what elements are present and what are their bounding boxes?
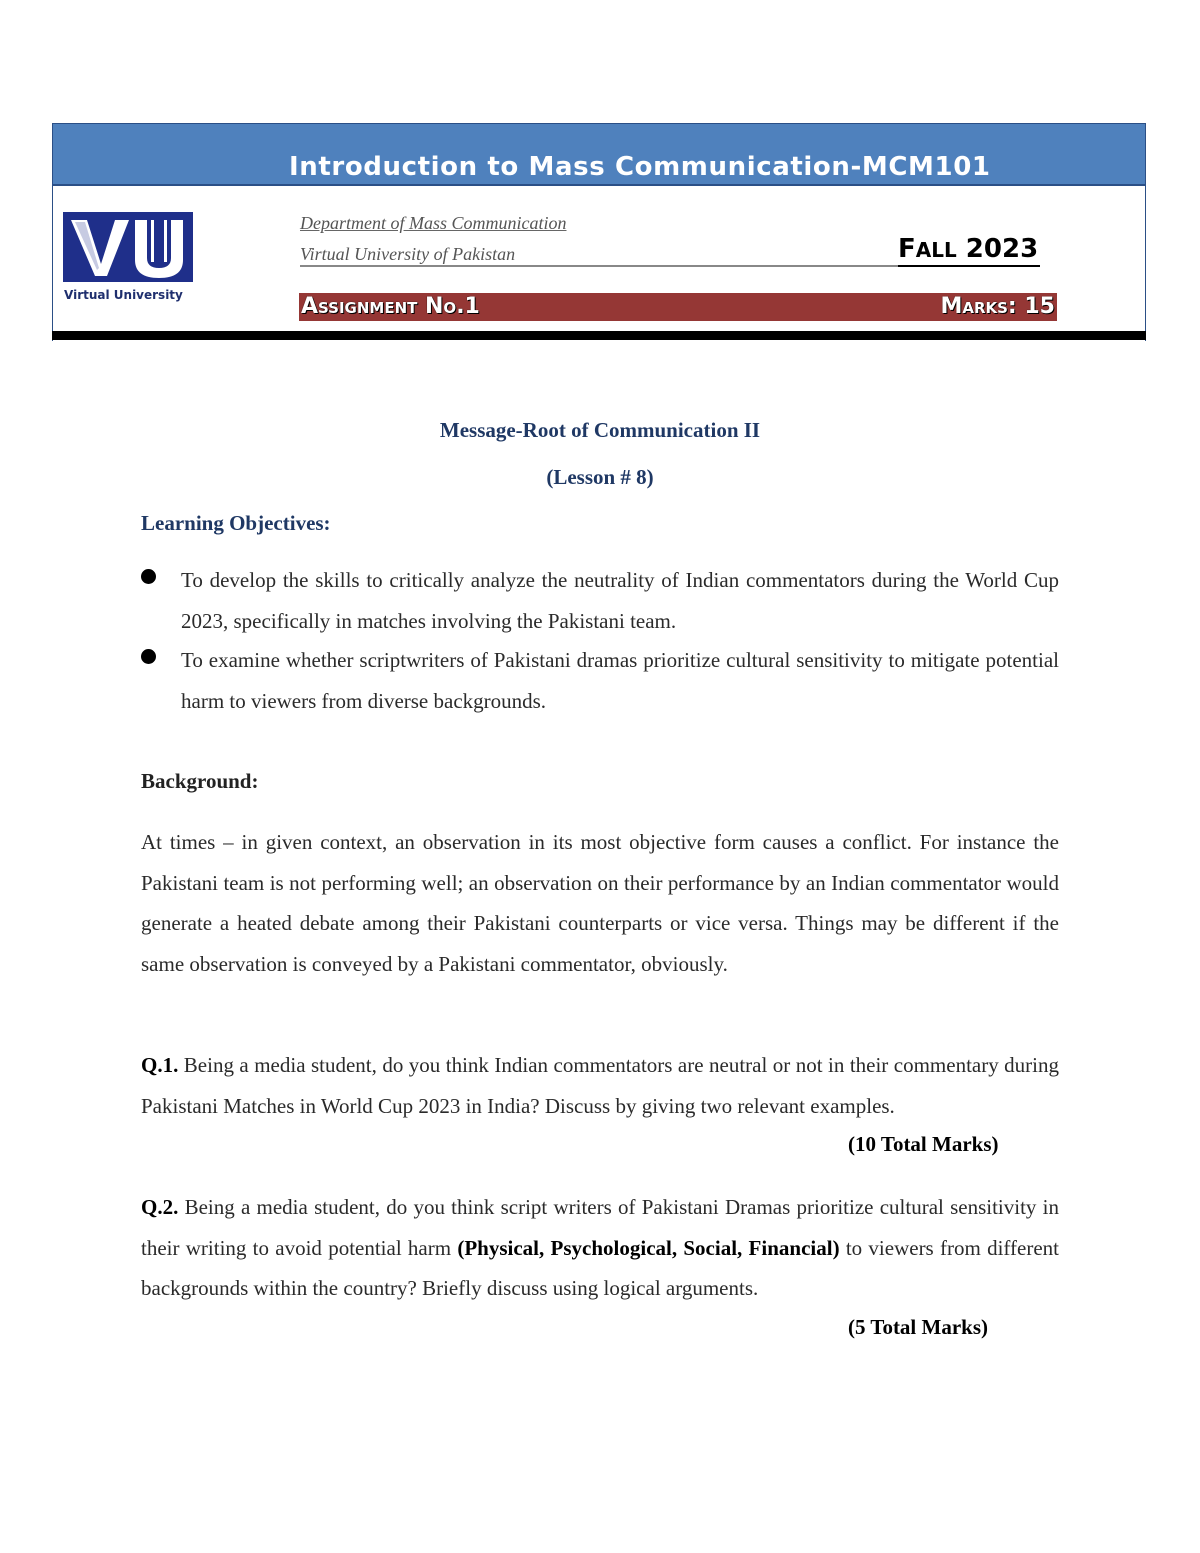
semester-rest: ALL (915, 238, 957, 262)
bullet-icon (141, 569, 156, 584)
question-2-text-end: to viewers from different backgrounds within the country? Briefly discuss using logical arguments. (141, 1235, 1059, 1300)
background-paragraph: At times – in given context, an observation in its most objective form causes a conflict. For instance the Pakistani team is not performing well; an observation on their performance by an Indian commentator would generate a heated debate among their Pakistani counterparts or vice versa. Things may be different if the same observation is conveyed by a Pakistani commentator, obviously. (141, 830, 1059, 976)
department-name: Department of Mass Communication (300, 213, 567, 233)
question-1-marks: (10 Total Marks) (848, 1132, 999, 1156)
semester-year: 2023 (965, 234, 1039, 264)
lesson-title: Message-Root of Communication II (439, 418, 761, 442)
question-2 (141, 1187, 1059, 1309)
question-1-text: Being a media student, do you think Indian commentators are neutral or not in their commentary during Pakistani Matches in World Cup 2023 in India? Discuss by giving two relevant examples. (141, 1053, 1059, 1118)
harm-types: (Physical, Psychological, Social, Financial) (457, 1235, 840, 1260)
objective-text: To examine whether scriptwriters of Pakistani dramas prioritize cultural sensitivity to mitigate potential harm to viewers from diverse backgrounds. (181, 648, 1059, 713)
background-heading: Background: (141, 769, 259, 793)
title-band (53, 124, 1145, 186)
logo-caption: Virtual University (64, 288, 183, 302)
total-marks: Marks: 15 (940, 294, 1055, 319)
question-1-label: Q.1. (141, 1053, 179, 1077)
objective-item (141, 560, 1059, 641)
assignment-header (52, 123, 1146, 341)
objectives-heading: Learning Objectives: (141, 511, 331, 535)
question-2-label: Q.2. (141, 1195, 179, 1219)
course-title: Introduction to Mass Communication-MCM101 (289, 152, 991, 182)
semester-initial: F (898, 234, 916, 264)
question-2-text-start: Being a media student, do you think script writers of Pakistani Dramas prioritize cultural sensitivity in their writing to avoid potential harm (141, 1195, 1059, 1260)
question-2-marks: (5 Total Marks) (848, 1315, 989, 1339)
university-name: Virtual University of Pakistan (300, 244, 516, 264)
objective-text: To develop the skills to critically analyze the neutrality of Indian commentators during the World Cup 2023, specifically in matches involving the Pakistani team. (181, 568, 1059, 633)
header-bottom-rule (52, 331, 1146, 340)
objective-item (141, 640, 1059, 721)
assignment-band (299, 293, 1057, 321)
bullet-icon (141, 649, 156, 664)
lesson-number: (Lesson # 8) (546, 465, 654, 489)
question-1 (141, 1045, 1059, 1126)
divider (300, 265, 898, 267)
assignment-number: Assignment No.1 (301, 294, 480, 319)
semester-label (898, 234, 1040, 267)
